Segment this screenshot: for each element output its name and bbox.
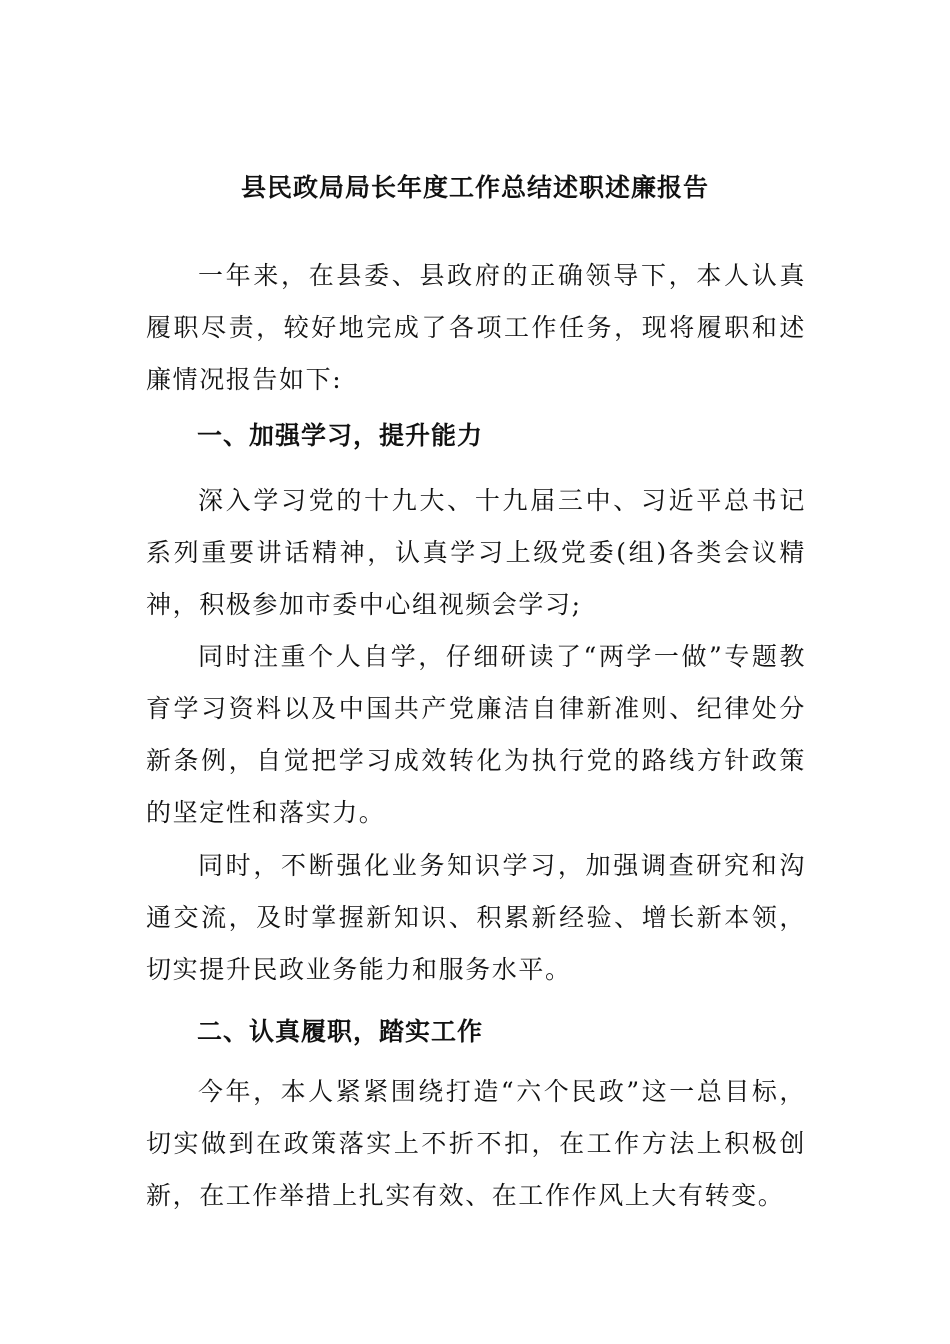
section-2-paragraph-1: 今年，本人紧紧围绕打造“六个民政”这一总目标，切实做到在政策落实上不折不扣，在工作方法上积极创新，在工作举措上扎实有效、在工作作风上大有转变。 bbox=[146, 1077, 806, 1210]
section-2-heading: 二、认真履职，踏实工作 bbox=[197, 1017, 484, 1046]
intro-paragraph: 一年来，在县委、县政府的正确领导下，本人认真履职尽责，较好地完成了各项工作任务，现将履职和述廉情况报告如下: bbox=[146, 261, 806, 394]
section-1-paragraph-2: 同时注重个人自学，仔细研读了“两学一做”专题教育学习资料以及中国共产党廉洁自律新准则、纪律处分新条例，自觉把学习成效转化为执行党的路线方针政策的坚定性和落实力。 bbox=[146, 642, 806, 827]
section-1-heading: 一、加强学习，提升能力 bbox=[197, 421, 484, 450]
section-1-paragraph-3: 同时，不断强化业务知识学习，加强调查研究和沟通交流，及时掌握新知识、积累新经验、增长新本领，切实提升民政业务能力和服务水平。 bbox=[146, 851, 806, 984]
section-1-paragraph-1: 深入学习党的十九大、十九届三中、习近平总书记系列重要讲话精神，认真学习上级党委(组)各类会议精神，积极参加市委中心组视频会学习; bbox=[146, 486, 806, 619]
document-title: 县民政局局长年度工作总结述职述廉报告 bbox=[240, 173, 709, 202]
